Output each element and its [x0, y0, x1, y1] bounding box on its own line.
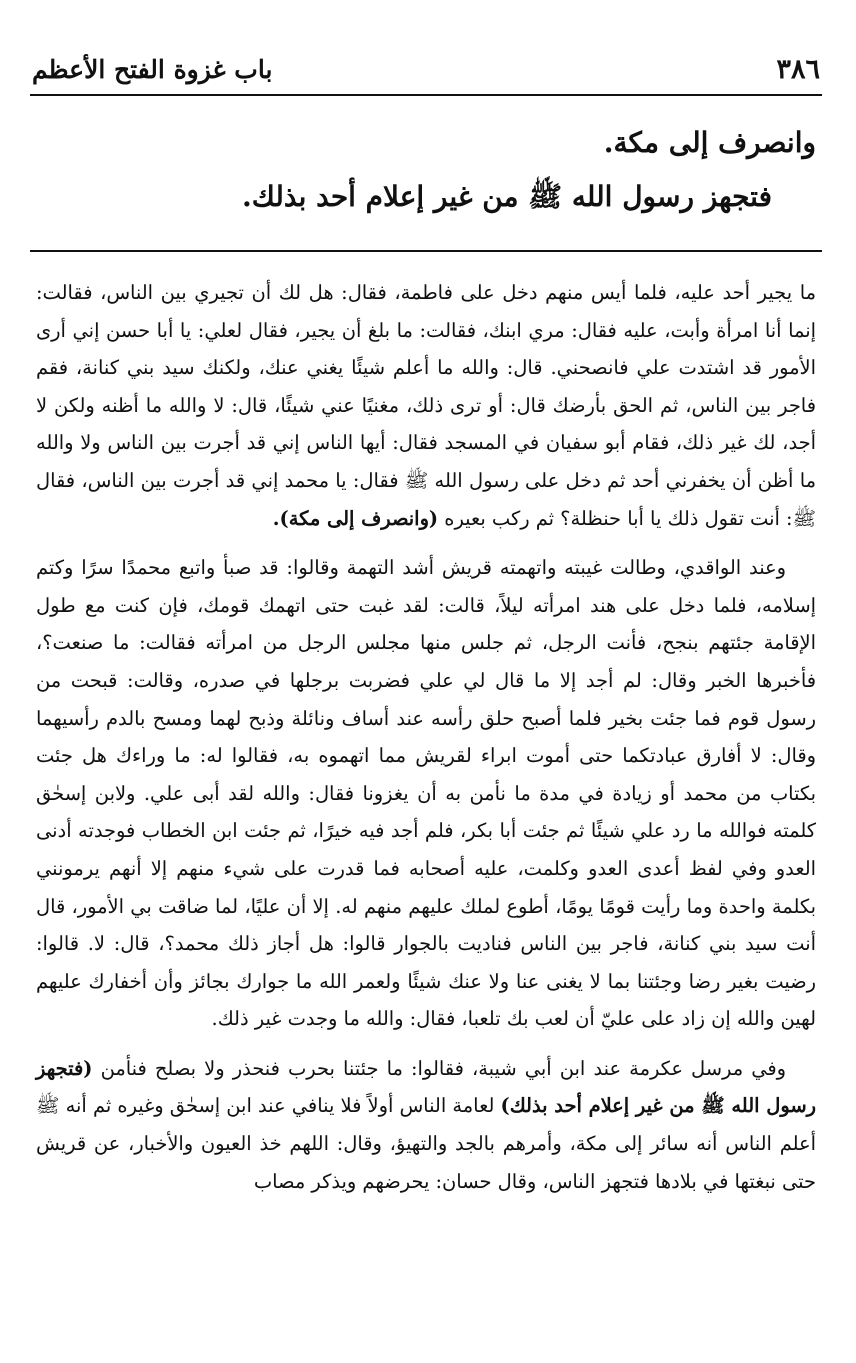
running-title: باب غزوة الفتح الأعظم [32, 55, 273, 84]
commentary-paragraph-2: وعند الواقدي، وطالت غيبته واتهمته قريش أشد التهمة وقالوا: قد صبأ واتبع محمدًا سرًا وكتم إسلامه، فلما دخل على هند امرأته ليلاً، قالت: لقد غبت حتى اتهمك قومك، فإن كنت مع طول الإقامة جئتهم بنجح، فأنت الرجل، ثم جلس منها مجلس الرجل من امرأته فقالت: ما صنعت؟، فأخبرها الخبر وقال: لم أجد إلا ما قال لي علي فضربت برجلها في صدره، وقالت: قبحت من رسول قوم فما جئت بخير فلما أصبح حلق رأسه عند أساف ونائلة وذبح لهما ومسح بالدم رأسيهما وقال: لا أفارق عبادتكما حتى أموت ابراء لقريش مما اتهموه به، فقالوا له: ما وراءك هل جئت بكتاب من محمد أو زيادة في مدة ما نأمن به أن يغزونا فقال: والله لقد أبى علي. ولابن إسحٰق كلمته فوالله ما رد علي شيئًا ثم جئت أبا بكر، فلم أجد فيه خيرًا، ثم جئت ابن الخطاب فوجدته أدنى العدو وفي لفظ أعدى العدو وكلمت، عليه أصحابه فما قدرت على شيء منهم إلا أنهم يرمونني بكلمة واحدة وما رأيت قومًا يومًا، أطوع لملك عليهم منهم له. إلا أن عليًا، لما ضاقت بي الأمور، قال أنت سيد بني كنانة، فاجر بين الناس فناديت بالجوار قالوا: هل أجاز ذلك محمد؟، قال: لا. قالوا: رضيت بغير رضا وجئتنا بما لا يغنى عنا ولا عنك شيئًا ولعمر الله ما جوارك بجائز وأن أخفارك عليهم لهين والله إن زاد على عليّ أن لعب بك تلعبا، فقال: والله ما وجدت غير ذلك. [36, 556, 816, 1031]
page-header [30, 52, 822, 96]
main-text [30, 96, 822, 238]
quoted-main-text-2: (فتجهز رسول الله ﷺ من غير إعلام أحد بذلك) [36, 1056, 816, 1118]
main-text-line-1: وانصرف إلى مكة. [603, 126, 816, 159]
commentary [30, 252, 822, 1200]
page-number: ٣٨٦ [776, 54, 820, 85]
commentary-paragraph-1-text: ما يجير أحد عليه، فلما أيس منهم دخل على فاطمة، فقال: هل لك أن تجيري بين الناس، فقالت: إنما أنا امرأة وأبت، عليه فقال: مري ابنك، فقالت: ما بلغ أن يجير، فقال لعلي: يا أبا حسن إني أرى الأمور قد اشتدت علي فانصحني. قال: والله ما أعلم شيئًا يغني عنك، ولكنك سيد بني كنانة، فقم فاجر بين الناس، ثم الحق بأرضك قال: أو ترى ذلك، مغنيًا عني شيئًا، قال: لا والله ما أظنه ولكن لا أجد، لك غير ذلك، فقام أبو سفيان في المسجد فقال: أيها الناس إني قد أجرت بين الناس ولا والله ما أظن أن يخفرني أحد ثم دخل على رسول الله ﷺ فقال: يا محمد إني قد أجرت بين الناس، فقال ﷺ: أنت تقول ذلك يا أبا حنظلة؟ ثم ركب بعيره [36, 281, 816, 530]
main-text-line-2: فتجهز رسول الله ﷺ من غير إعلام أحد بذلك. [242, 180, 772, 213]
quoted-main-text-1: (وانصرف إلى مكة). [272, 506, 439, 530]
commentary-paragraph-3-end: لعامة الناس أولاً فلا ينافي عند ابن إسحٰق وغيره ثم أنه ﷺ أعلم الناس أنه سائر إلى مكة، وأمرهم بالجد والتهيؤ، وقال: اللهم خذ العيون والأخبار، عن قريش حتى نبغتها في بلادها فتجهز الناس، وقال حسان: يحرضهم ويذكر مصاب [36, 1094, 816, 1193]
commentary-paragraph-1 [36, 274, 816, 537]
commentary-paragraph-3-start: وفي مرسل عكرمة عند ابن أبي شيبة، فقالوا: ما جئتنا بحرب فنحذر ولا بصلح فنأمن [100, 1056, 786, 1080]
commentary-paragraph-3 [36, 1050, 816, 1200]
